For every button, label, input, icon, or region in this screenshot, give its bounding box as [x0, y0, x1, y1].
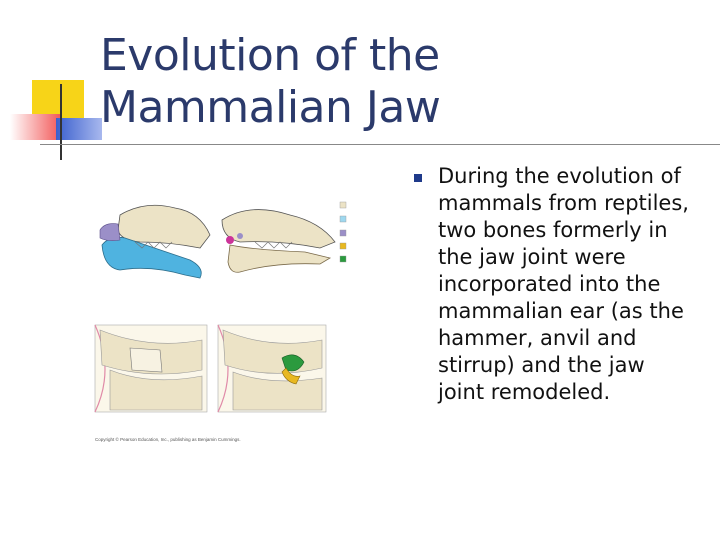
jaw-illustration [90, 190, 360, 450]
mammal-skull-drawing [222, 210, 335, 273]
reptile-joint-section [95, 325, 207, 412]
color-key [340, 202, 346, 262]
mammal-joint-section [218, 325, 326, 412]
square-bullet-icon [414, 174, 422, 182]
title-divider [40, 144, 720, 145]
bullet-text: During the evolution of mammals from reptiles, two bones formerly in the jaw joint were incorporated into the mammalian ear (as the hammer, anvil and stirrup) and the jaw joint remodeled. [438, 164, 689, 404]
deco-red-bar [10, 114, 60, 140]
reptile-skull-drawing [100, 205, 210, 278]
deco-blue-bar [56, 118, 102, 140]
jaw-evolution-figure [90, 190, 360, 450]
figure-credit: Copyright © Pearson Education, Inc., publishing as Benjamin Cummings. [95, 437, 241, 442]
slide-title: Evolution of the Mammalian Jaw [100, 30, 441, 133]
deco-vertical-line [60, 84, 62, 160]
